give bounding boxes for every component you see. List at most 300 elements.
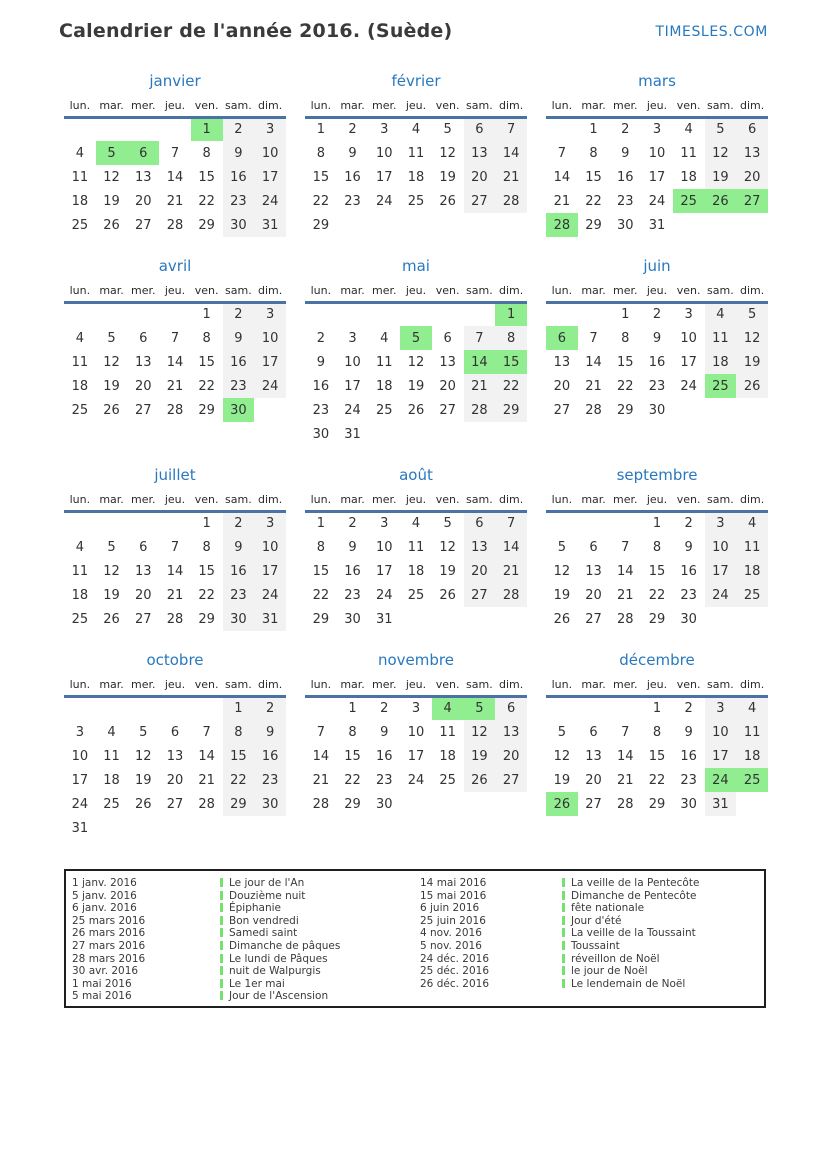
empty-cell — [254, 398, 286, 422]
weekday-header: ven. — [673, 489, 705, 511]
weekday-header: ven. — [673, 280, 705, 302]
week-row — [64, 165, 286, 189]
weekday-header: jeu. — [159, 280, 191, 302]
day-cell: 28 — [495, 583, 527, 607]
day-cell: 30 — [680, 611, 697, 627]
site-link[interactable]: TIMESLES.COM — [655, 24, 768, 40]
empty-cell — [736, 792, 768, 816]
empty-cell — [368, 302, 400, 326]
day-cell: 7 — [170, 539, 180, 555]
weekday-header: sam. — [464, 95, 496, 117]
empty-cell — [400, 792, 432, 816]
empty-cell — [736, 213, 768, 237]
holiday-marker-icon — [220, 903, 223, 912]
day-cell: 6 — [495, 696, 527, 720]
day-cell: 29 — [198, 402, 215, 418]
month-title: décembre — [619, 651, 695, 669]
day-cell: 28 — [616, 611, 634, 627]
day-cell: 11 — [71, 169, 89, 185]
week-row — [64, 511, 286, 535]
weekday-header: lun. — [305, 280, 337, 302]
weekday-header: mer. — [609, 95, 641, 117]
empty-cell — [673, 213, 705, 237]
day-cell: 21 — [585, 378, 602, 394]
week-row — [64, 535, 286, 559]
day-cell: 30 — [312, 426, 330, 442]
empty-cell — [495, 792, 527, 816]
day-cell: 4 — [380, 330, 389, 346]
day-cell: 28 — [198, 796, 215, 812]
legend-label — [220, 902, 420, 915]
day-cell: 30 — [223, 213, 255, 237]
day-cell: 13 — [134, 354, 152, 370]
empty-cell — [736, 607, 768, 631]
day-cell: 7 — [589, 330, 598, 346]
day-cell: 7 — [557, 145, 566, 161]
month-table — [546, 95, 768, 237]
weekday-header: sam. — [464, 280, 496, 302]
week-row — [305, 302, 527, 326]
day-cell: 22 — [585, 193, 602, 209]
weekday-header: mer. — [368, 489, 400, 511]
weekday-header: dim. — [254, 280, 286, 302]
day-cell: 15 — [648, 563, 666, 579]
legend-label-text: La veille de la Toussaint — [571, 927, 696, 940]
week-row — [546, 696, 768, 720]
legend-label-text: Douzième nuit — [229, 889, 306, 902]
week-row — [546, 165, 768, 189]
week-row — [305, 398, 527, 422]
week-row — [64, 816, 286, 840]
day-cell: 12 — [103, 354, 120, 370]
day-cell: 2 — [621, 122, 630, 138]
legend-date: 26 déc. 2016 — [420, 977, 489, 990]
day-cell: 14 — [464, 350, 496, 374]
empty-cell — [305, 302, 337, 326]
day-cell: 5 — [107, 539, 116, 555]
month-title: mars — [638, 72, 676, 90]
week-row — [546, 302, 768, 326]
day-cell: 19 — [103, 193, 120, 209]
day-cell: 21 — [464, 374, 496, 398]
day-cell: 24 — [254, 374, 286, 398]
week-row — [64, 189, 286, 213]
empty-cell — [305, 696, 337, 720]
holiday-marker-icon — [220, 954, 223, 963]
day-cell: 28 — [312, 796, 330, 812]
day-cell: 15 — [223, 744, 255, 768]
day-cell: 31 — [254, 607, 286, 631]
day-cell: 8 — [621, 330, 630, 346]
day-cell: 10 — [375, 539, 393, 555]
day-cell: 23 — [223, 374, 255, 398]
day-cell: 3 — [348, 330, 357, 346]
weekday-header: mar. — [337, 280, 369, 302]
day-cell: 4 — [75, 145, 84, 161]
day-cell: 14 — [616, 748, 634, 764]
day-cell: 27 — [495, 768, 527, 792]
week-row — [305, 607, 527, 631]
legend-label — [562, 902, 760, 915]
empty-cell — [546, 117, 578, 141]
day-cell: 17 — [254, 559, 286, 583]
weekday-header: mar. — [96, 674, 128, 696]
week-row — [546, 720, 768, 744]
month-title: avril — [158, 257, 192, 275]
empty-cell — [64, 117, 96, 141]
day-cell: 8 — [202, 539, 211, 555]
weekday-header: dim. — [495, 674, 527, 696]
legend-label-text: Samedi saint — [229, 927, 298, 940]
weekday-header: lun. — [64, 280, 96, 302]
day-cell: 17 — [407, 748, 425, 764]
day-cell: 18 — [103, 772, 120, 788]
month-0 — [64, 72, 286, 237]
weekday-header: ven. — [191, 280, 223, 302]
day-cell: 23 — [344, 193, 361, 209]
day-cell: 12 — [134, 748, 152, 764]
empty-cell — [705, 398, 737, 422]
day-cell: 15 — [312, 169, 330, 185]
legend-column-1 — [72, 877, 420, 1006]
day-cell: 13 — [134, 169, 152, 185]
day-cell: 4 — [75, 330, 84, 346]
day-cell: 18 — [705, 350, 737, 374]
day-cell: 22 — [648, 587, 666, 603]
day-cell: 13 — [464, 535, 496, 559]
day-cell: 14 — [166, 563, 184, 579]
week-row — [305, 511, 527, 535]
day-cell: 12 — [439, 145, 456, 161]
weekday-header: mer. — [127, 95, 159, 117]
legend-label — [220, 940, 420, 953]
day-cell: 10 — [705, 720, 737, 744]
months-grid — [64, 72, 768, 840]
day-cell: 26 — [439, 587, 456, 603]
month-3 — [64, 257, 286, 422]
day-cell: 23 — [312, 402, 330, 418]
day-cell: 17 — [344, 378, 361, 394]
day-cell: 18 — [680, 169, 697, 185]
legend-date: 24 déc. 2016 — [420, 952, 489, 965]
day-cell: 14 — [198, 748, 215, 764]
weekday-header: jeu. — [159, 674, 191, 696]
weekday-header: lun. — [305, 489, 337, 511]
day-cell: 11 — [407, 539, 425, 555]
week-row — [64, 720, 286, 744]
day-cell: 6 — [589, 724, 598, 740]
empty-cell — [578, 696, 610, 720]
empty-cell — [432, 213, 464, 237]
month-table — [64, 489, 286, 631]
day-cell: 19 — [464, 744, 496, 768]
weekday-header: jeu. — [400, 95, 432, 117]
legend-date: 25 mars 2016 — [72, 914, 146, 927]
legend-label — [562, 890, 760, 903]
day-cell: 21 — [616, 587, 634, 603]
day-cell: 29 — [344, 796, 361, 812]
week-row — [305, 792, 527, 816]
day-cell: 11 — [71, 354, 89, 370]
month-11 — [546, 651, 768, 816]
weekday-header-row — [305, 95, 527, 117]
legend-label-text: Le lundi de Pâques — [229, 952, 328, 965]
day-cell: 13 — [736, 141, 768, 165]
month-6 — [64, 466, 286, 631]
day-cell: 19 — [439, 563, 456, 579]
weekday-header: dim. — [254, 674, 286, 696]
day-cell: 16 — [375, 748, 393, 764]
weekday-header: mer. — [368, 674, 400, 696]
holiday-marker-icon — [220, 991, 223, 1000]
empty-cell — [400, 213, 432, 237]
weekday-header: jeu. — [400, 280, 432, 302]
empty-cell — [127, 117, 159, 141]
day-cell: 14 — [312, 748, 330, 764]
day-cell: 26 — [103, 217, 120, 233]
day-cell: 16 — [223, 350, 255, 374]
week-row — [305, 141, 527, 165]
day-cell: 9 — [223, 535, 255, 559]
day-cell: 2 — [348, 122, 357, 138]
day-cell: 25 — [439, 772, 456, 788]
day-cell: 12 — [439, 539, 456, 555]
day-cell: 8 — [223, 720, 255, 744]
week-row — [305, 117, 527, 141]
day-cell: 2 — [380, 701, 389, 717]
legend-label — [562, 940, 760, 953]
weekday-header: mar. — [337, 489, 369, 511]
legend-label-text: Toussaint — [571, 939, 620, 952]
legend-label-text: fête nationale — [571, 902, 645, 915]
day-cell: 9 — [254, 720, 286, 744]
day-cell: 15 — [585, 169, 602, 185]
empty-cell — [127, 511, 159, 535]
day-cell: 5 — [464, 696, 496, 720]
day-cell: 20 — [166, 772, 184, 788]
day-cell: 22 — [616, 378, 634, 394]
day-cell: 19 — [407, 378, 425, 394]
weekday-header: jeu. — [641, 280, 673, 302]
empty-cell — [673, 398, 705, 422]
day-cell: 10 — [344, 354, 361, 370]
weekday-header: mar. — [96, 489, 128, 511]
day-cell: 23 — [680, 587, 697, 603]
empty-cell — [337, 213, 369, 237]
weekday-header: jeu. — [641, 95, 673, 117]
day-cell: 1 — [652, 701, 662, 717]
day-cell: 12 — [464, 720, 496, 744]
weekday-header: dim. — [736, 489, 768, 511]
holiday-marker-icon — [562, 928, 565, 937]
day-cell: 1 — [348, 701, 357, 717]
legend-label-text: La veille de la Pentecôte — [571, 877, 700, 889]
day-cell: 26 — [407, 402, 425, 418]
day-cell: 9 — [684, 539, 693, 555]
day-cell: 18 — [439, 748, 456, 764]
day-cell: 12 — [553, 748, 571, 764]
day-cell: 10 — [375, 145, 393, 161]
empty-cell — [546, 696, 578, 720]
day-cell: 22 — [312, 587, 330, 603]
weekday-header: dim. — [254, 489, 286, 511]
day-cell: 8 — [202, 145, 211, 161]
day-cell: 6 — [464, 511, 496, 535]
weekday-header: ven. — [191, 95, 223, 117]
day-cell: 25 — [407, 587, 425, 603]
day-cell: 26 — [464, 768, 496, 792]
day-cell: 15 — [616, 354, 634, 370]
day-cell: 19 — [736, 350, 768, 374]
day-cell: 17 — [375, 563, 393, 579]
legend-date: 4 nov. 2016 — [420, 927, 482, 940]
day-cell: 18 — [71, 378, 89, 394]
month-title: novembre — [378, 651, 454, 669]
week-row — [64, 374, 286, 398]
day-cell: 28 — [464, 398, 496, 422]
legend-label — [220, 890, 420, 903]
empty-cell — [464, 792, 496, 816]
day-cell: 16 — [344, 563, 361, 579]
day-cell: 3 — [380, 122, 389, 138]
day-cell: 28 — [166, 402, 184, 418]
day-cell: 5 — [400, 326, 432, 350]
day-cell: 17 — [680, 354, 697, 370]
weekday-header: sam. — [223, 280, 255, 302]
day-cell: 10 — [254, 326, 286, 350]
day-cell: 30 — [648, 402, 666, 418]
weekday-header: mer. — [127, 280, 159, 302]
day-cell: 21 — [166, 378, 184, 394]
holiday-marker-icon — [562, 916, 565, 925]
day-cell: 24 — [254, 189, 286, 213]
day-cell: 12 — [705, 141, 737, 165]
legend-label — [220, 978, 420, 991]
day-cell: 4 — [736, 511, 768, 535]
day-cell: 9 — [684, 724, 693, 740]
weekday-header: ven. — [673, 674, 705, 696]
weekday-header: ven. — [432, 280, 464, 302]
week-row — [305, 696, 527, 720]
legend-date: 5 nov. 2016 — [420, 939, 482, 952]
month-table — [64, 674, 286, 840]
weekday-header: sam. — [223, 95, 255, 117]
day-cell: 7 — [495, 511, 527, 535]
week-row — [64, 213, 286, 237]
day-cell: 11 — [736, 720, 768, 744]
day-cell: 30 — [616, 217, 634, 233]
empty-cell — [546, 511, 578, 535]
day-cell: 15 — [312, 563, 330, 579]
weekday-header: lun. — [546, 489, 578, 511]
weekday-header: jeu. — [159, 489, 191, 511]
holiday-marker-icon — [220, 966, 223, 975]
day-cell: 1 — [652, 516, 662, 532]
week-row — [64, 398, 286, 422]
week-row — [305, 350, 527, 374]
day-cell: 11 — [407, 145, 425, 161]
week-row — [64, 326, 286, 350]
day-cell: 25 — [71, 402, 89, 418]
day-cell: 30 — [223, 398, 255, 422]
legend-label-text: le jour de Noël — [571, 965, 648, 978]
day-cell: 23 — [223, 583, 255, 607]
day-cell: 10 — [254, 141, 286, 165]
legend-label — [562, 953, 760, 966]
day-cell: 31 — [648, 217, 666, 233]
legend-date: 14 mai 2016 — [420, 877, 487, 889]
day-cell: 8 — [495, 326, 527, 350]
day-cell: 20 — [736, 165, 768, 189]
week-row — [546, 213, 768, 237]
legend-date: 25 déc. 2016 — [420, 965, 489, 978]
day-cell: 14 — [616, 563, 634, 579]
day-cell: 2 — [223, 302, 255, 326]
day-cell: 28 — [495, 189, 527, 213]
day-cell: 6 — [170, 724, 180, 740]
empty-cell — [464, 213, 496, 237]
day-cell: 17 — [648, 169, 666, 185]
day-cell: 25 — [71, 611, 89, 627]
day-cell: 7 — [621, 539, 630, 555]
day-cell: 25 — [705, 374, 737, 398]
day-cell: 16 — [312, 378, 330, 394]
holiday-marker-icon — [220, 916, 223, 925]
empty-cell — [96, 302, 128, 326]
empty-cell — [337, 302, 369, 326]
holiday-marker-icon — [220, 941, 223, 950]
day-cell: 25 — [407, 193, 425, 209]
day-cell: 26 — [736, 374, 768, 398]
month-table — [305, 280, 527, 446]
day-cell: 9 — [621, 145, 630, 161]
day-cell: 6 — [139, 539, 148, 555]
day-cell: 21 — [495, 165, 527, 189]
weekday-header: sam. — [464, 674, 496, 696]
legend-label-text: Dimanche de Pentecôte — [571, 889, 697, 902]
day-cell: 3 — [254, 302, 286, 326]
day-cell: 1 — [316, 516, 325, 532]
week-row — [546, 792, 768, 816]
weekday-header: sam. — [464, 489, 496, 511]
empty-cell — [159, 302, 191, 326]
day-cell: 18 — [71, 587, 89, 603]
day-cell: 7 — [202, 724, 211, 740]
empty-cell — [127, 816, 159, 840]
day-cell: 21 — [166, 587, 184, 603]
day-cell: 26 — [546, 792, 578, 816]
weekday-header: sam. — [223, 674, 255, 696]
day-cell: 5 — [443, 516, 452, 532]
legend-label — [562, 915, 760, 928]
day-cell: 6 — [127, 141, 159, 165]
day-cell: 22 — [223, 768, 255, 792]
day-cell: 10 — [407, 724, 425, 740]
day-cell: 1 — [495, 302, 527, 326]
weekday-header: mer. — [368, 280, 400, 302]
day-cell: 18 — [736, 744, 768, 768]
day-cell: 15 — [495, 350, 527, 374]
empty-cell — [96, 117, 128, 141]
month-title: juillet — [154, 466, 196, 484]
day-cell: 30 — [344, 611, 361, 627]
day-cell: 14 — [495, 141, 527, 165]
day-cell: 4 — [411, 516, 421, 532]
page-title: Calendrier de l'année 2016. (Suède) — [59, 20, 453, 42]
week-row — [305, 189, 527, 213]
weekday-header: ven. — [191, 674, 223, 696]
day-cell: 25 — [103, 796, 120, 812]
